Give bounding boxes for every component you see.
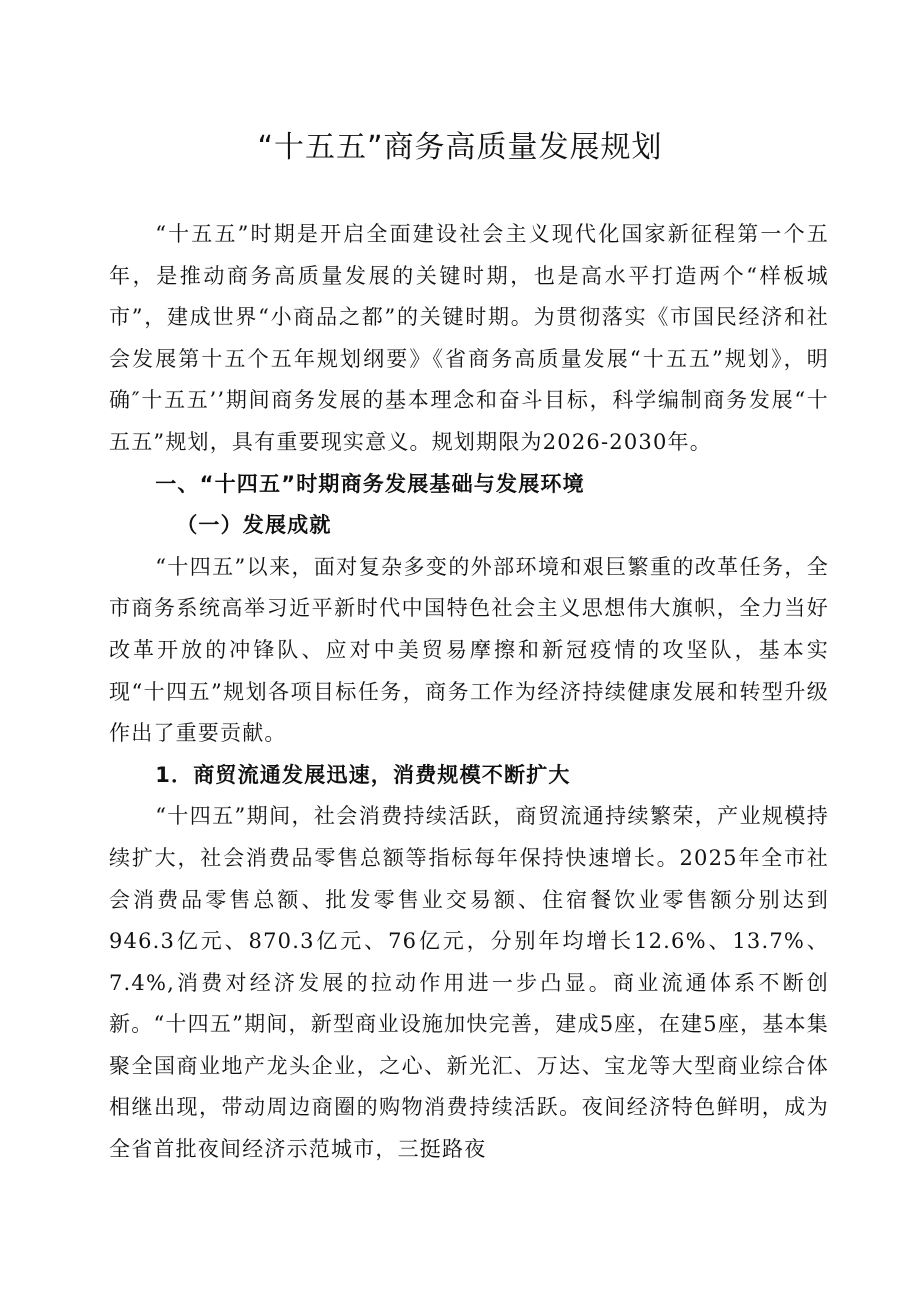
achievements-paragraph: “十四五”以来，面对复杂多变的外部环境和艰巨繁重的改革任务，全市商务系统高举习近平新时代中国特色社会主义思想伟大旗帜，全力当好改革开放的冲锋队、应对中美贸易摩擦和新冠疫情的攻坚队，基本实现“十四五”规划各项目标任务，商务工作为经济持续健康发展和转型升级作出了重要贡献。 <box>109 554 829 746</box>
subsection-heading: （一）发展成就 <box>176 513 332 538</box>
item-heading: 1．商贸流通发展迅速，消费规模不断扩大 <box>155 762 571 787</box>
document-body <box>109 214 829 1171</box>
intro-paragraph: “十五五”时期是开启全面建设社会主义现代化国家新征程第一个五年，是推动商务高质量发展的关键时期，也是高水平打造两个“样板城市”，建成世界“小商品之都”的关键时期。为贯彻落实《市国民经济和社会发展第十五个五年规划纲要》《省商务高质量发展“十五五”规划》，明确″十五五’’期间商务发展的基本理念和奋斗目标，科学编制商务发展“十五五”规划，具有重要现实意义。规划期限为2026-2030年。 <box>109 222 829 454</box>
item-paragraph: “十四五”期间，社会消费持续活跃，商贸流通持续繁荣，产业规模持续扩大，社会消费品零售总额等指标每年保持快速增长。2025年全市社会消费品零售总额、批发零售业交易额、住宿餐饮业零售额分别达到946.3亿元、870.3亿元、76亿元，分别年均增长12.6%、13.7%、7.4%,消费对经济发展的拉动作用进一步凸显。商业流通体系不断创新。“十四五”期间，新型商业设施加快完善，建成5座，在建5座，基本集聚全国商业地产龙头企业，之心、新光汇、万达、宝龙等大型商业综合体相继出现，带动周边商圈的购物消费持续活跃。夜间经济特色鲜明，成为全省首批夜间经济示范城市，三挺路夜 <box>109 804 829 1162</box>
document-title: “十五五”商务高质量发展规划 <box>257 130 663 165</box>
section-heading: 一、“十四五”时期商务发展基础与发展环境 <box>155 471 585 496</box>
